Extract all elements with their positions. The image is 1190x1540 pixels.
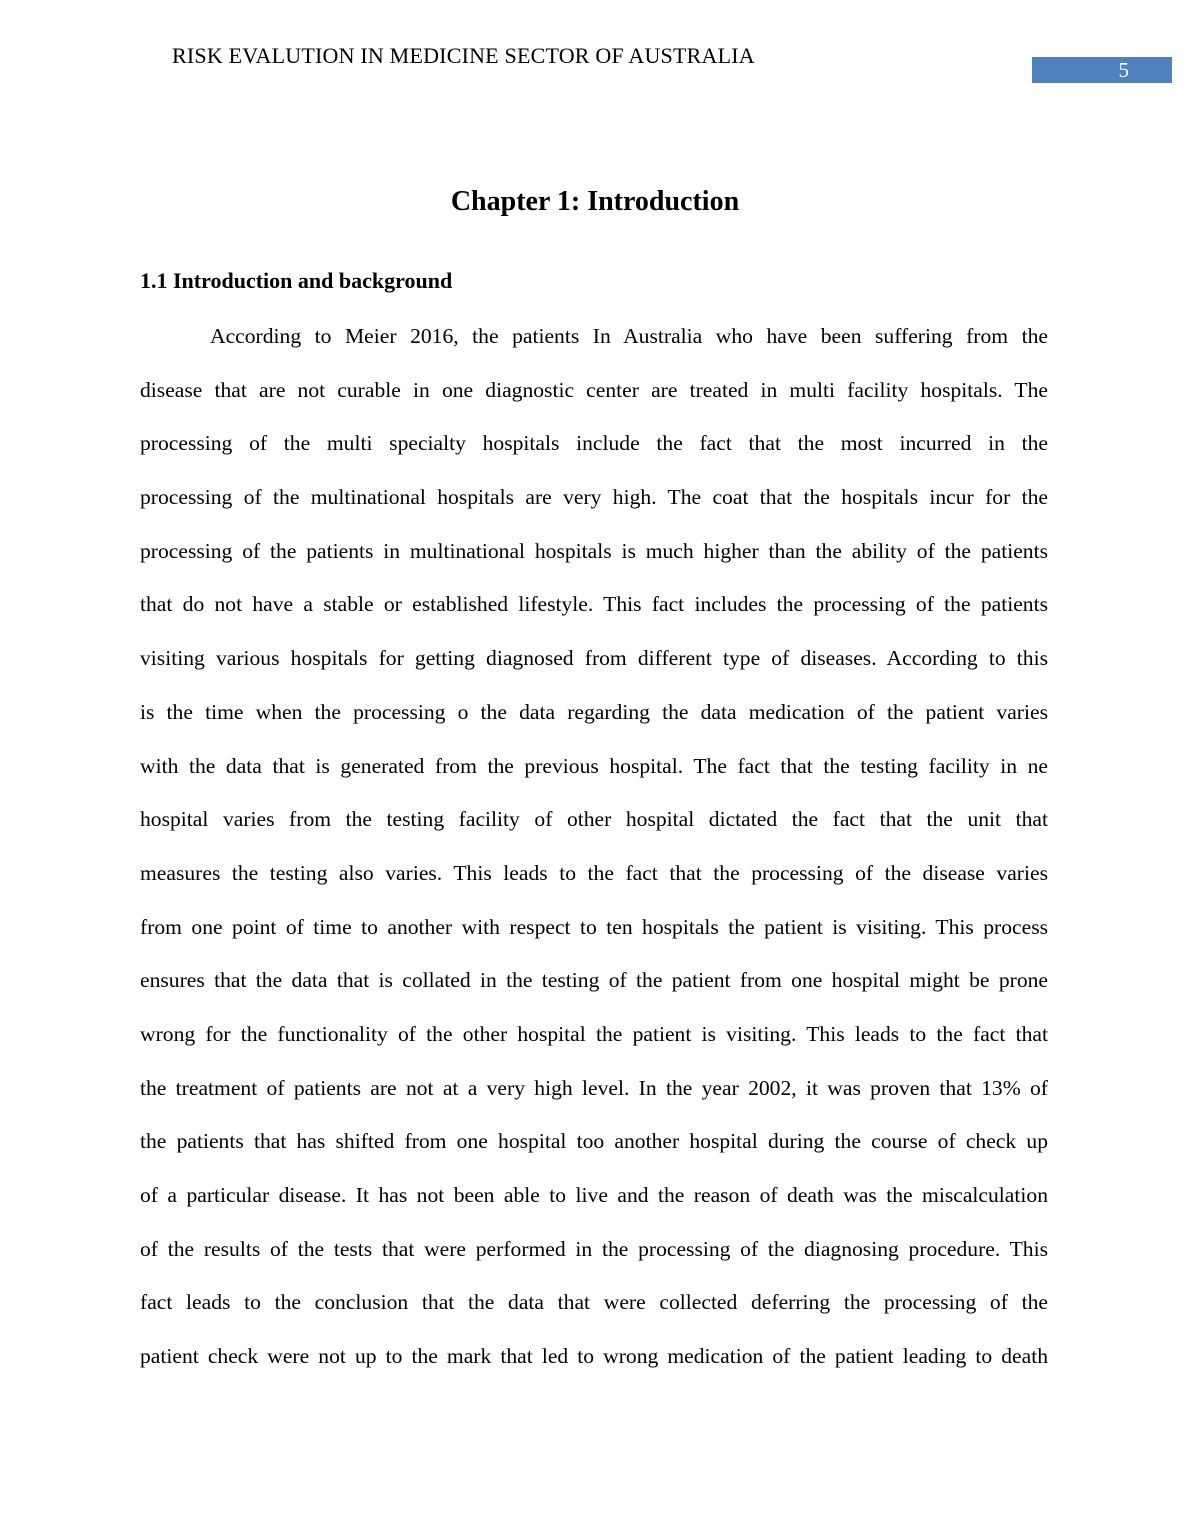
body-paragraph bbox=[140, 310, 1048, 1384]
paragraph-line: visiting various hospitals for getting diagnosed from different type of diseases. According to this bbox=[140, 646, 1048, 671]
paragraph-line: the treatment of patients are not at a very high level. In the year 2002, it was proven that 13% of bbox=[140, 1075, 1048, 1100]
paragraph-line: of the results of the tests that were performed in the processing of the diagnosing procedure. This bbox=[140, 1236, 1048, 1261]
page-number: 5 bbox=[1032, 57, 1172, 83]
paragraph-line: hospital varies from the testing facility of other hospital dictated the fact that the unit that bbox=[140, 807, 1048, 832]
section-heading: 1.1 Introduction and background bbox=[140, 268, 453, 293]
paragraph-line: measures the testing also varies. This leads to the fact that the processing of the disease varies bbox=[140, 860, 1048, 885]
paragraph-line: According to Meier 2016, the patients In Australia who have been suffering from the bbox=[210, 324, 1048, 348]
running-head: RISK EVALUTION IN MEDICINE SECTOR OF AUSTRALIA bbox=[172, 43, 755, 68]
paragraph-line: wrong for the functionality of the other hospital the patient is visiting. This leads to the fact that bbox=[140, 1021, 1048, 1046]
paragraph-line: from one point of time to another with respect to ten hospitals the patient is visiting. This process bbox=[140, 914, 1048, 939]
paragraph-line: fact leads to the conclusion that the data that were collected deferring the processing of the bbox=[140, 1290, 1048, 1315]
paragraph-line: of a particular disease. It has not been able to live and the reason of death was the miscalculation bbox=[140, 1183, 1048, 1207]
paragraph-line: processing of the multi specialty hospitals include the fact that the most incurred in the bbox=[140, 431, 1048, 456]
paragraph-line: is the time when the processing o the data regarding the data medication of the patient varies bbox=[140, 699, 1048, 724]
paragraph-line: that do not have a stable or established lifestyle. This fact includes the processing of the patients bbox=[140, 592, 1048, 617]
paragraph-line: disease that are not curable in one diagnostic center are treated in multi facility hospitals. The bbox=[140, 377, 1048, 402]
paragraph-line: processing of the patients in multinational hospitals is much higher than the ability of the patients bbox=[140, 538, 1048, 563]
paragraph-line: patient check were not up to the mark that led to wrong medication of the patient leading to death bbox=[140, 1344, 1048, 1369]
paragraph-line: the patients that has shifted from one hospital too another hospital during the course of check up bbox=[140, 1129, 1048, 1154]
paragraph-line: ensures that the data that is collated in the testing of the patient from one hospital might be prone bbox=[140, 968, 1048, 993]
chapter-title: Chapter 1: Introduction bbox=[450, 186, 740, 217]
paragraph-line: with the data that is generated from the previous hospital. The fact that the testing facility in ne bbox=[140, 753, 1048, 778]
paragraph-line: processing of the multinational hospitals are very high. The coat that the hospitals incur for the bbox=[140, 485, 1048, 510]
